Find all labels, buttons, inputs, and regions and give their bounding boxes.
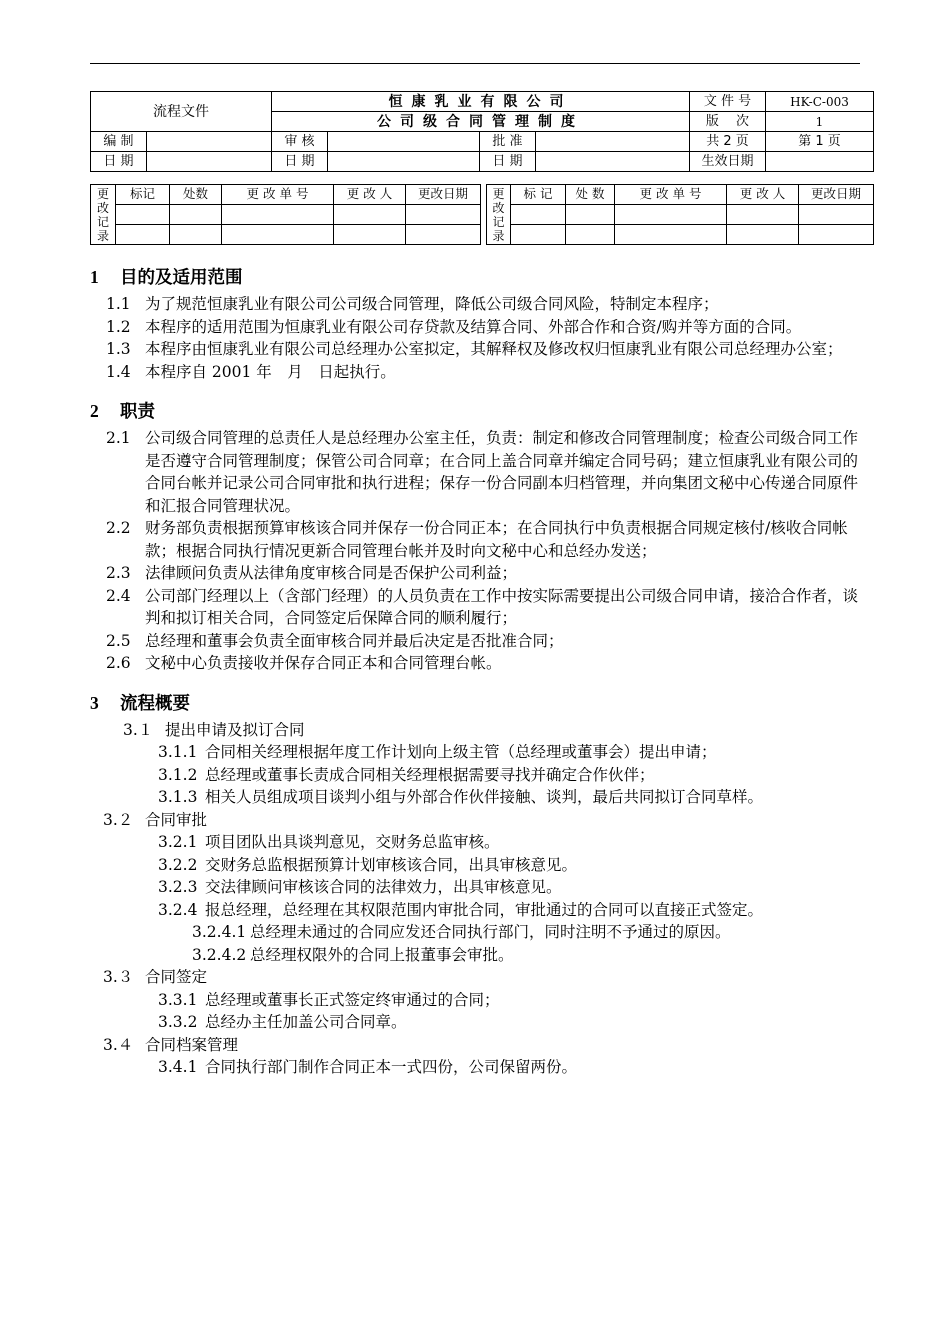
version-label: 版 次 <box>690 112 766 132</box>
review-value <box>328 132 480 152</box>
cell <box>566 205 615 225</box>
col-mark: 标记 <box>116 185 170 205</box>
change-log-label: 更 改 记 录 <box>487 185 511 245</box>
approve-label: 批 准 <box>480 132 536 152</box>
header-rule <box>90 63 860 64</box>
list-item: 3.4.1 合同执行部门制作合同正本一式四份，公司保留两份。 <box>158 1058 578 1076</box>
prepare-value <box>147 132 272 152</box>
total-pages: 共 2 页 <box>690 132 766 152</box>
list-item: 3.2.3 交法律顾问审核该合同的法律效力，出具审核意见。 <box>158 878 562 896</box>
list-item: 3.2.4.1 总经理未通过的合同应发还合同执行部门，同时注明不予通过的原因。 <box>192 923 731 941</box>
doc-title: 公司级合同管理制度 <box>272 112 690 132</box>
change-log-label: 更 改 记 录 <box>91 185 116 245</box>
cell <box>511 205 566 225</box>
effective-date-value <box>766 152 874 172</box>
effective-date-label: 生效日期 <box>690 152 766 172</box>
list-item: 2.5 总经理和董事会负责全面审核合同并最后决定是否批准合同； <box>106 631 564 650</box>
list-item: 1.2 本程序的适用范围为恒康乳业有限公司存贷款及结算合同、外部合作和合资/购并等方面的合同。 <box>106 317 802 336</box>
list-item: 1.4 本程序自 2001 年 月 日起执行。 <box>106 362 396 381</box>
cell <box>511 225 566 245</box>
prepare-label: 编 制 <box>91 132 147 152</box>
company-name: 恒康乳业有限公司 <box>272 92 690 112</box>
list-item: 3.2.4 报总经理，总经理在其权限范围内审批合同，审批通过的合同可以直接正式签定。 <box>158 900 764 919</box>
cell <box>615 205 727 225</box>
document-header-table <box>90 91 874 172</box>
cell <box>727 205 799 225</box>
subsection-3-4: 3.４ 合同档案管理 <box>103 1035 239 1054</box>
change-log-right <box>486 184 874 245</box>
col-count: 处数 <box>170 185 222 205</box>
list-item: 3.1.1 合同相关经理根据年度工作计划向上级主管（总经理或董事会）提出申请； <box>158 743 717 761</box>
list-item: 2.4 公司部门经理以上（含部门经理）的人员负责在工作中按实际需要提出公司级合同申请，接洽合作者，谈判和拟订相关合同，合同签定后保障合同的顺利履行； <box>106 586 859 627</box>
list-item: 3.2.1 项目团队出具谈判意见，交财务总监审核。 <box>158 833 500 851</box>
date-value-3 <box>536 152 690 172</box>
cell <box>727 225 799 245</box>
col-change-date: 更改日期 <box>406 185 481 205</box>
col-change-no: 更 改 单 号 <box>222 185 334 205</box>
cell <box>116 225 170 245</box>
subsection-3-3: 3.３ 合同签定 <box>103 968 208 986</box>
list-item: 2.1 公司级合同管理的总责任人是总经理办公室主任，负责：制定和修改合同管理制度；检查公司级合同工作是否遵守合同管理制度；保管公司合同章；在合同上盖合同章并编定合同号码；建立恒康乳业有限公司的合同台帐并记录公司合同审批和执行进程；保存一份合同副本归档管理，并向集团文秘中心传递合同原件和汇报合同管理状况。 <box>106 429 859 515</box>
subsection-3-1: 3.１ 提出申请及拟订合同 <box>123 720 305 739</box>
file-no: HK-C-003 <box>766 92 874 112</box>
col-mark: 标 记 <box>511 185 566 205</box>
list-item: 1.1 为了规范恒康乳业有限公司公司级合同管理，降低公司级合同风险，特制定本程序； <box>106 295 719 313</box>
date-value-2 <box>328 152 480 172</box>
list-item: 3.3.2 总经办主任加盖公司合同章。 <box>158 1013 407 1031</box>
date-label-1: 日 期 <box>91 152 147 172</box>
doc-type: 流程文件 <box>91 92 272 132</box>
col-count: 处 数 <box>566 185 615 205</box>
col-changer: 更 改 人 <box>727 185 799 205</box>
page-number: 第 1 页 <box>766 132 874 152</box>
list-item: 2.6 文秘中心负责接收并保存合同正本和合同管理台帐。 <box>106 654 502 672</box>
list-item: 3.1.3 相关人员组成项目谈判小组与外部合作伙伴接触、谈判，最后共同拟订合同草样。 <box>158 788 764 806</box>
date-label-2: 日 期 <box>272 152 328 172</box>
document-body <box>0 262 950 1079</box>
col-changer: 更 改 人 <box>334 185 406 205</box>
change-log-left <box>90 184 481 245</box>
section-3-heading: 3 流程概要 <box>90 692 190 714</box>
cell <box>799 225 874 245</box>
cell <box>116 205 170 225</box>
col-change-date: 更改日期 <box>799 185 874 205</box>
section-2-heading: 2 职责 <box>90 401 155 422</box>
cell <box>222 205 334 225</box>
cell <box>170 205 222 225</box>
cell <box>615 225 727 245</box>
date-label-3: 日 期 <box>480 152 536 172</box>
version-value: 1 <box>766 112 874 132</box>
col-change-no: 更 改 单 号 <box>615 185 727 205</box>
list-item: 2.3 法律顾问负责从法律角度审核合同是否保护公司利益； <box>106 564 518 582</box>
subsection-3-2: 3.２ 合同审批 <box>103 810 208 829</box>
list-item: 1.3 本程序由恒康乳业有限公司总经理办公室拟定，其解释权及修改权归恒康乳业有限公司总经理办公室； <box>106 340 843 358</box>
file-no-label: 文 件 号 <box>690 92 766 112</box>
approve-value <box>536 132 690 152</box>
cell <box>334 225 406 245</box>
cell <box>406 205 481 225</box>
cell <box>406 225 481 245</box>
list-item: 3.2.2 交财务总监根据预算计划审核该合同，出具审核意见。 <box>158 855 578 874</box>
cell <box>222 225 334 245</box>
list-item: 3.3.1 总经理或董事长正式签定终审通过的合同； <box>158 990 500 1009</box>
list-item: 2.2 财务部负责根据预算审核该合同并保存一份合同正本；在合同执行中负责根据合同规定核付/核收合同帐款；根据合同执行情况更新合同管理台帐并及时向文秘中心和总经办发送； <box>106 519 848 560</box>
date-value-1 <box>147 152 272 172</box>
list-item: 3.2.4.2 总经理权限外的合同上报董事会审批。 <box>192 945 514 964</box>
cell <box>566 225 615 245</box>
list-item: 3.1.2 总经理或董事长责成合同相关经理根据需要寻找并确定合作伙伴； <box>158 765 655 784</box>
cell <box>334 205 406 225</box>
review-label: 审 核 <box>272 132 328 152</box>
section-1-heading: 1 目的及适用范围 <box>90 267 243 288</box>
cell <box>799 205 874 225</box>
cell <box>170 225 222 245</box>
